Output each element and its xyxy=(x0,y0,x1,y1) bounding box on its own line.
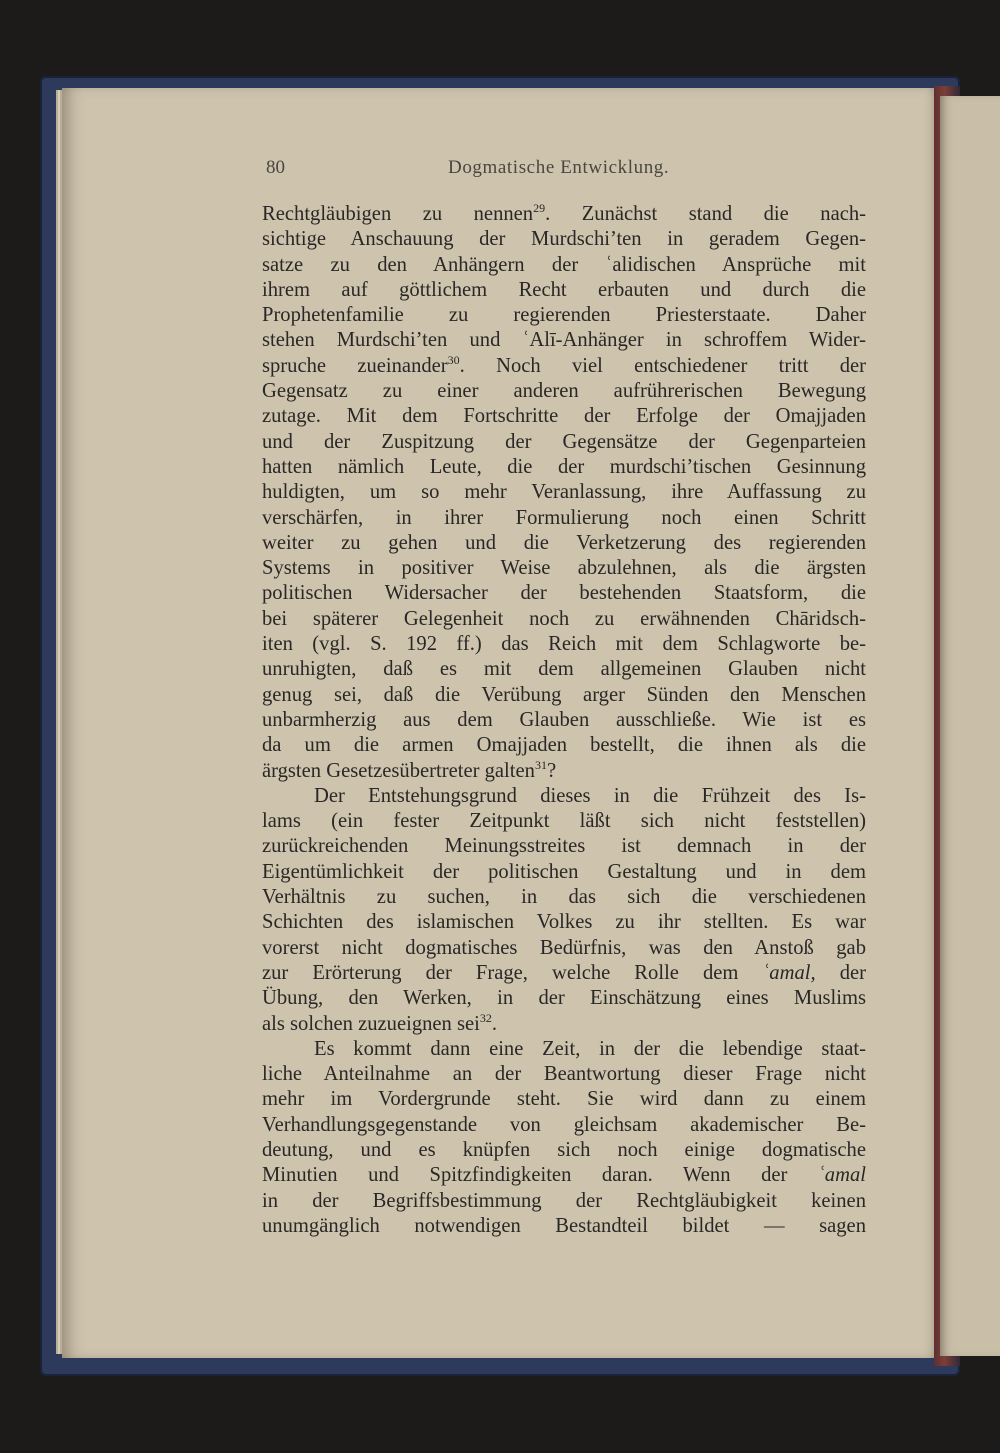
text-run: . Noch viel entschiedener tritt der xyxy=(459,354,866,377)
footnote-ref: 29 xyxy=(533,201,546,215)
text-run: unumgänglich notwendigen Bestandteil bildet — sagen xyxy=(262,1214,866,1237)
text-run: weiter zu gehen und die Verketzerung des regierenden xyxy=(262,531,866,554)
text-line xyxy=(262,708,866,733)
text-run: als solchen zuzueignen sei xyxy=(262,1012,480,1035)
text-line xyxy=(262,506,866,531)
text-line xyxy=(262,480,866,505)
text-run: lams (ein fester Zeitpunkt läßt sich nicht feststellen) xyxy=(262,810,866,833)
text-run: und der Zuspitzung der Gegensätze der Gegenparteien xyxy=(262,430,866,453)
text-run: Verhältnis zu suchen, in das sich die verschiedenen xyxy=(262,886,866,909)
text-run: Der Entstehungsgrund dieses in die Frühzeit des Is- xyxy=(314,784,866,807)
text-run: . xyxy=(491,1012,498,1035)
text-line xyxy=(262,936,866,961)
text-run: Gegensatz zu einer anderen aufrührerischen Bewegung xyxy=(262,380,866,403)
text-run: da um die armen Omajjaden bestellt, die ihnen als die xyxy=(262,734,866,757)
text-run: Systems in positiver Weise abzulehnen, als die ärgsten xyxy=(262,557,866,580)
text-line xyxy=(262,1189,866,1214)
text-run: Eigentümlichkeit der politischen Gestaltung und in dem xyxy=(262,860,866,883)
text-line xyxy=(262,430,866,455)
text-run: bei späterer Gelegenheit noch zu erwähnenden Chāridsch- xyxy=(262,607,866,630)
text-run: ärgsten Gesetzesübertreter galten xyxy=(262,759,535,782)
text-line xyxy=(262,910,866,935)
text-line xyxy=(262,354,866,379)
text-line xyxy=(262,1138,866,1163)
text-line xyxy=(262,1163,866,1188)
text-line xyxy=(262,784,866,809)
text-run: Es kommt dann eine Zeit, in der die lebendige staat- xyxy=(314,1037,866,1060)
text-run: stehen Murdschi’ten und ʿAlī-Anhänger in schroffem Wider- xyxy=(262,329,866,352)
text-run: Schichten des islamischen Volkes zu ihr stellten. Es war xyxy=(262,911,866,934)
text-run: liche Anteilnahme an der Beantwortung dieser Frage nicht xyxy=(262,1063,866,1086)
footnote-ref: 30 xyxy=(447,352,460,367)
text-run: Verhandlungsgegenstande von gleichsam akademischer Be- xyxy=(262,1113,866,1136)
text-line xyxy=(262,556,866,581)
italic-term: ʿamal, xyxy=(762,961,816,984)
text-line xyxy=(262,683,866,708)
text-line xyxy=(262,328,866,353)
text-run: ihrem auf göttlichem Recht erbauten und durch die xyxy=(262,278,866,301)
text-line xyxy=(262,278,866,303)
text-line xyxy=(262,1113,866,1138)
text-run: Minutien und Spitzfindigkeiten daran. Wenn der xyxy=(262,1164,818,1187)
text-run: unruhigten, daß es mit dem allgemeinen Glauben nicht xyxy=(262,658,866,681)
text-line xyxy=(262,1214,866,1239)
text-line xyxy=(262,253,866,278)
text-run: politischen Widersacher der bestehenden Staatsform, die xyxy=(262,582,866,605)
page-header xyxy=(266,157,866,185)
italic-term: ʿamal xyxy=(817,1164,866,1187)
text-line xyxy=(262,227,866,252)
text-line xyxy=(262,657,866,682)
text-run: Übung, den Werken, in der Einschätzung eines Muslims xyxy=(262,987,866,1010)
facing-page xyxy=(940,96,1000,1356)
text-run: deutung, und es knüpfen sich noch einige dogmatische xyxy=(262,1138,866,1161)
text-line xyxy=(262,809,866,834)
text-run: huldigten, um so mehr Veranlassung, ihre Auffassung zu xyxy=(262,481,866,504)
text-run: zur Erörterung der Frage, welche Rolle dem xyxy=(262,961,763,984)
text-run: genug sei, daß die Verübung arger Sünden den Menschen xyxy=(262,683,866,706)
text-run: ? xyxy=(546,759,557,782)
text-run: zutage. Mit dem Fortschritte der Erfolge der Omajjaden xyxy=(262,405,866,428)
text-run: zurückreichenden Meinungsstreites ist demnach in der xyxy=(262,835,866,858)
text-run: in der Begriffsbestimmung der Rechtgläubigkeit keinen xyxy=(262,1189,866,1212)
text-line xyxy=(262,632,866,657)
text-run: unbarmherzig aus dem Glauben ausschließe. Wie ist es xyxy=(262,708,866,731)
text-line xyxy=(262,1012,866,1037)
page-number: 80 xyxy=(266,157,285,178)
text-run: iten (vgl. S. 192 ff.) das Reich mit dem Schlagworte be- xyxy=(262,633,866,656)
footnote-ref: 32 xyxy=(479,1010,492,1025)
text-run: mehr im Vordergrunde steht. Sie wird dann zu einem xyxy=(262,1088,866,1111)
text-run: Rechtgläubigen zu nennen xyxy=(262,203,534,225)
text-line xyxy=(262,733,866,758)
text-run: verschärfen, in ihrer Formulierung noch einen Schritt xyxy=(262,506,866,529)
text-line xyxy=(262,607,866,632)
text-line xyxy=(262,303,866,328)
text-line xyxy=(262,834,866,859)
text-line xyxy=(262,759,866,784)
text-run: Prophetenfamilie zu regierenden Priesterstaate. Daher xyxy=(262,304,866,327)
body-text xyxy=(262,202,866,1239)
text-line xyxy=(262,581,866,606)
text-line xyxy=(262,885,866,910)
text-run: der xyxy=(815,961,866,984)
text-line xyxy=(262,202,866,227)
text-run: vorerst nicht dogmatisches Bedürfnis, was den Anstoß gab xyxy=(262,936,866,959)
text-run: satze zu den Anhängern der ʿalidischen Ansprüche mit xyxy=(262,253,866,276)
text-run: . Zunächst stand die nach- xyxy=(545,203,867,225)
text-run: sichtige Anschauung der Murdschi’ten in geradem Gegen- xyxy=(262,228,866,251)
text-run: hatten nämlich Leute, die der murdschi’tischen Gesinnung xyxy=(262,455,866,478)
text-line xyxy=(262,404,866,429)
text-line xyxy=(262,860,866,885)
text-line xyxy=(262,1087,866,1112)
footnote-ref: 31 xyxy=(534,757,547,772)
text-run: spruche zueinander xyxy=(262,354,448,377)
running-head: Dogmatische Entwicklung. xyxy=(448,157,670,178)
text-line xyxy=(262,1062,866,1087)
text-line xyxy=(262,531,866,556)
text-line xyxy=(262,455,866,480)
text-line xyxy=(262,961,866,986)
text-line xyxy=(262,379,866,404)
text-line xyxy=(262,1037,866,1062)
text-line xyxy=(262,986,866,1011)
